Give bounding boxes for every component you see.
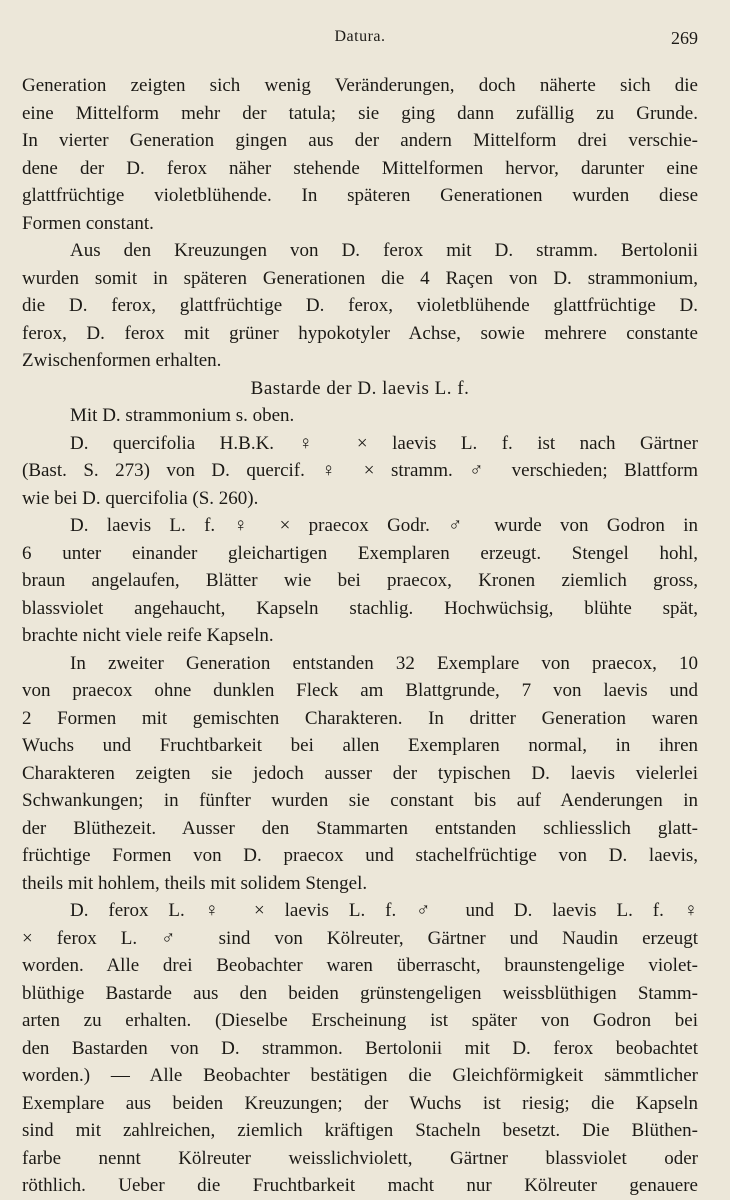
text-line: eine Mittelform mehr der tatula; sie ging dann zufällig zu Grunde. — [22, 102, 698, 124]
text-line: brachte nicht viele reife Kapseln. — [22, 625, 274, 646]
text-line: Zwischenformen erhalten. — [22, 350, 222, 371]
text-line: sind mit zahlreichen, ziemlich kräftigen Stacheln besetzt. Die Blüthen- — [22, 1120, 698, 1141]
text-line: worden. Alle drei Beobachter waren überrascht, braunstengelige violet- — [22, 955, 698, 976]
text-line: 2 Formen mit gemischten Charakteren. In dritter Generation waren — [22, 707, 698, 729]
body-text — [22, 72, 698, 1200]
text-line: In vierter Generation gingen aus der andern Mittelform drei verschie- — [22, 130, 698, 151]
text-line: wie bei D. quercifolia (S. 260). — [22, 487, 259, 509]
text-line: Exemplare aus beiden Kreuzungen; der Wuchs ist riesig; die Kapseln — [22, 1092, 698, 1114]
text-line: blassviolet angehaucht, Kapseln stachlig. Hochwüchsig, blühte spät, — [22, 597, 698, 619]
text-line: früchtige Formen von D. praecox und stachelfrüchtige von D. laevis, — [22, 845, 698, 866]
text-line: Charakteren zeigten sie jedoch ausser der typischen D. laevis vielerlei — [22, 762, 698, 784]
text-line: In zweiter Generation entstanden 32 Exemplare von praecox, 10 — [70, 652, 698, 674]
text-line: worden.) — Alle Beobachter bestätigen die Gleichförmigkeit sämmtlicher — [22, 1065, 698, 1086]
text-line: Mit D. strammonium s. oben. — [70, 405, 295, 426]
text-line: theils mit hohlem, theils mit solidem Stengel. — [22, 872, 368, 894]
text-line: ferox, D. ferox mit grüner hypokotyler Achse, sowie mehrere constante — [22, 322, 698, 344]
text-line: dene der D. ferox näher stehende Mittelformen hervor, darunter eine — [22, 157, 698, 179]
text-line: farbe nennt Kölreuter weisslichviolett, Gärtner blassviolet oder — [22, 1147, 698, 1169]
running-title: Datura. — [334, 28, 386, 45]
text-line: Wuchs und Fruchtbarkeit bei allen Exemplaren normal, in ihren — [22, 735, 698, 756]
text-line: die D. ferox, glattfrüchtige D. ferox, violetblühende glattfrüchtige D. — [22, 295, 698, 316]
text-line: arten zu erhalten. (Dieselbe Erscheinung ist später von Godron bei — [22, 1010, 698, 1031]
text-line: × ferox L. ♂ sind von Kölreuter, Gärtner und Naudin erzeugt — [22, 927, 698, 949]
text-line: von praecox ohne dunklen Fleck am Blattgrunde, 7 von laevis und — [22, 680, 698, 701]
text-line: 6 unter einander gleichartigen Exemplaren erzeugt. Stengel hohl, — [22, 542, 698, 564]
text-line: Aus den Kreuzungen von D. ferox mit D. stramm. Bertolonii — [70, 240, 698, 261]
section-heading: Bastarde der D. laevis L. f. — [250, 377, 470, 399]
text-line: Formen constant. — [22, 212, 154, 234]
text-line: D. quercifolia H.B.K. ♀ × laevis L. f. ist nach Gärtner — [70, 432, 698, 454]
text-line: der Blüthezeit. Ausser den Stammarten entstanden schliesslich glatt- — [22, 817, 698, 839]
text-line: braun angelaufen, Blätter wie bei praecox, Kronen ziemlich gross, — [22, 570, 698, 591]
text-line: (Bast. S. 273) von D. quercif. ♀ × stramm. ♂ verschieden; Blattform — [22, 460, 698, 481]
text-line: glattfrüchtige violetblühende. In späteren Generationen wurden diese — [22, 185, 698, 206]
text-line: Schwankungen; in fünfter wurden sie constant bis auf Aenderungen in — [22, 790, 698, 811]
text-line: den Bastarden von D. strammon. Bertolonii mit D. ferox beobachtet — [22, 1037, 698, 1059]
page-header — [22, 28, 698, 58]
text-line: D. laevis L. f. ♀ × praecox Godr. ♂ wurde von Godron in — [70, 515, 698, 536]
text-line: Generation zeigten sich wenig Veränderungen, doch näherte sich die — [22, 75, 698, 96]
text-line: blüthige Bastarde aus den beiden grünstengeligen weissblüthigen Stamm- — [22, 982, 698, 1004]
text-line: wurden somit in späteren Generationen die 4 Raçen von D. strammonium, — [22, 267, 698, 289]
text-line: D. ferox L. ♀ × laevis L. f. ♂ und D. laevis L. f. ♀ — [70, 900, 698, 921]
text-line: röthlich. Ueber die Fruchtbarkeit macht nur Kölreuter genauere — [22, 1175, 698, 1196]
page-number: 269 — [671, 28, 698, 48]
